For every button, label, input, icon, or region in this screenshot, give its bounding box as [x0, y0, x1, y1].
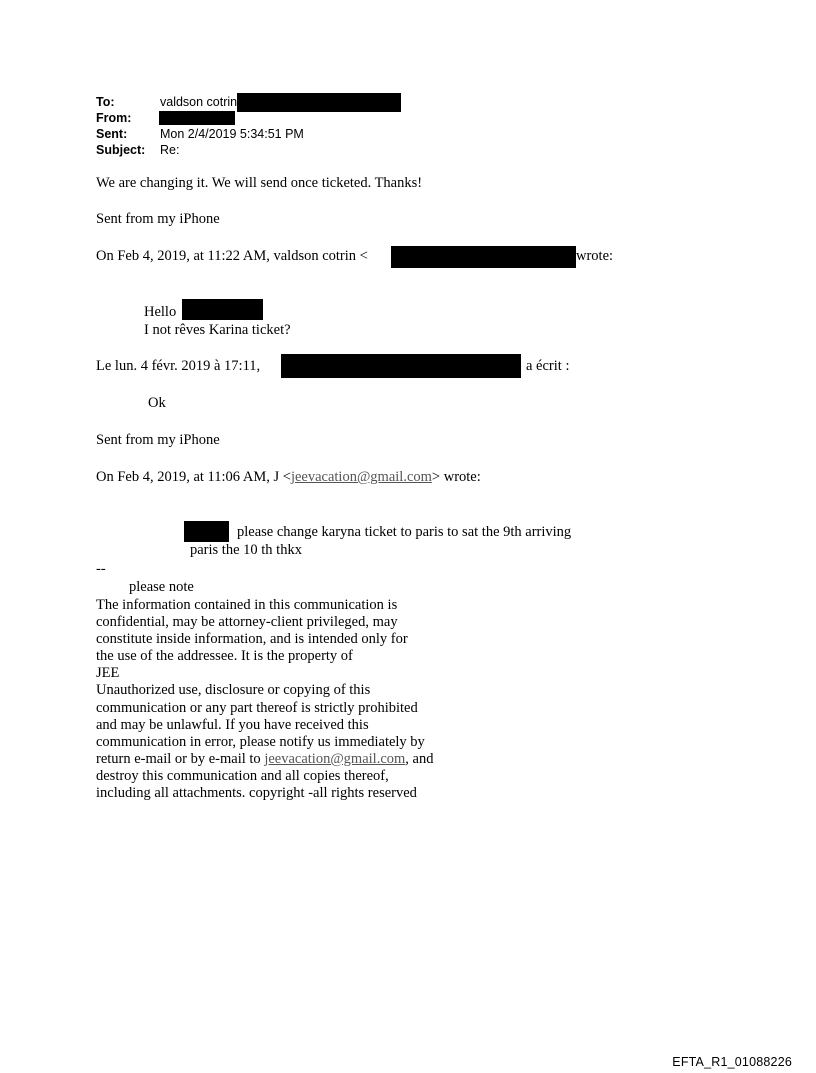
disclaimer-line: Unauthorized use, disclosure or copying of this	[96, 682, 371, 699]
request-line-2: paris the 10 th thkx	[190, 542, 302, 558]
ok-line: Ok	[148, 395, 166, 411]
disclaimer-line: communication or any part thereof is strictly prohibited	[96, 699, 418, 716]
quote-header-1-suffix: wrote:	[576, 248, 614, 264]
reply-text: We are changing it. We will send once ticketed. Thanks!	[96, 175, 423, 191]
disclaimer-line: JEE	[96, 665, 120, 682]
disclaimer-line: The information contained in this communication is	[96, 597, 398, 613]
disclaimer-line: constitute inside information, and is intended only for	[96, 631, 408, 648]
from-label: From:	[96, 111, 132, 125]
signature-separator: --	[96, 561, 106, 577]
redaction-box	[182, 299, 263, 320]
disclaimer-line-suffix: , and	[405, 750, 434, 767]
hello-line	[144, 304, 176, 321]
disclaimer-line: communication in error, please notify us immediately by	[96, 733, 425, 750]
quote-header-3	[96, 469, 481, 486]
disclaimer-line: the use of the addressee. It is the property of	[96, 648, 353, 665]
sent-label: Sent:	[96, 127, 128, 141]
document-id: EFTA_R1_01088226	[672, 1055, 792, 1069]
disclaimer-line: and may be unlawful. If you have received this	[96, 716, 369, 733]
email-link[interactable]: jeevacation@gmail.com	[264, 750, 406, 767]
disclaimer-line: including all attachments. copyright -all rights reserved	[96, 785, 417, 802]
quote-header-2-prefix: Le lun. 4 févr. 2019 à 17:11,	[96, 358, 261, 374]
to-value: valdson cotrin	[160, 95, 238, 109]
subject-label: Subject:	[96, 143, 146, 157]
from-row	[96, 112, 235, 125]
redaction-box	[159, 111, 235, 125]
disclaimer-line-prefix: return e-mail or by e-mail to	[96, 750, 265, 767]
request-line-1: please change karyna ticket to paris to sat the 9th arriving	[237, 524, 572, 540]
quote-header-2	[96, 358, 260, 375]
quote-header-1	[96, 248, 368, 265]
sent-from-iphone: Sent from my iPhone	[96, 211, 220, 227]
disclaimer	[96, 597, 433, 802]
sent-from-iphone-2: Sent from my iPhone	[96, 432, 220, 448]
subject-value: Re:	[160, 143, 180, 157]
redaction-box	[281, 354, 521, 378]
quote-header-3-prefix: On Feb 4, 2019, at 11:06 AM, J <	[96, 469, 291, 485]
sent-value: Mon 2/4/2019 5:34:51 PM	[160, 127, 304, 141]
to-row	[96, 96, 401, 112]
email-link[interactable]: jeevacation@gmail.com	[290, 469, 432, 485]
hello-text: Hello	[144, 304, 177, 320]
please-note: please note	[129, 579, 194, 595]
disclaimer-line	[96, 751, 433, 768]
redaction-box	[391, 246, 576, 268]
quote-header-2-suffix: a écrit :	[526, 358, 570, 374]
redaction-box	[184, 521, 229, 542]
quote-header-3-suffix: > wrote:	[431, 469, 481, 485]
disclaimer-line: destroy this communication and all copies thereof,	[96, 767, 389, 784]
sent-row	[96, 128, 304, 141]
to-label: To:	[96, 95, 115, 109]
question-line: I not rêves Karina ticket?	[144, 322, 291, 338]
subject-row	[96, 144, 179, 157]
disclaimer-line: confidential, may be attorney-client privileged, may	[96, 614, 398, 631]
redaction-box	[237, 93, 401, 112]
quote-header-1-prefix: On Feb 4, 2019, at 11:22 AM, valdson cotrin <	[96, 248, 368, 264]
